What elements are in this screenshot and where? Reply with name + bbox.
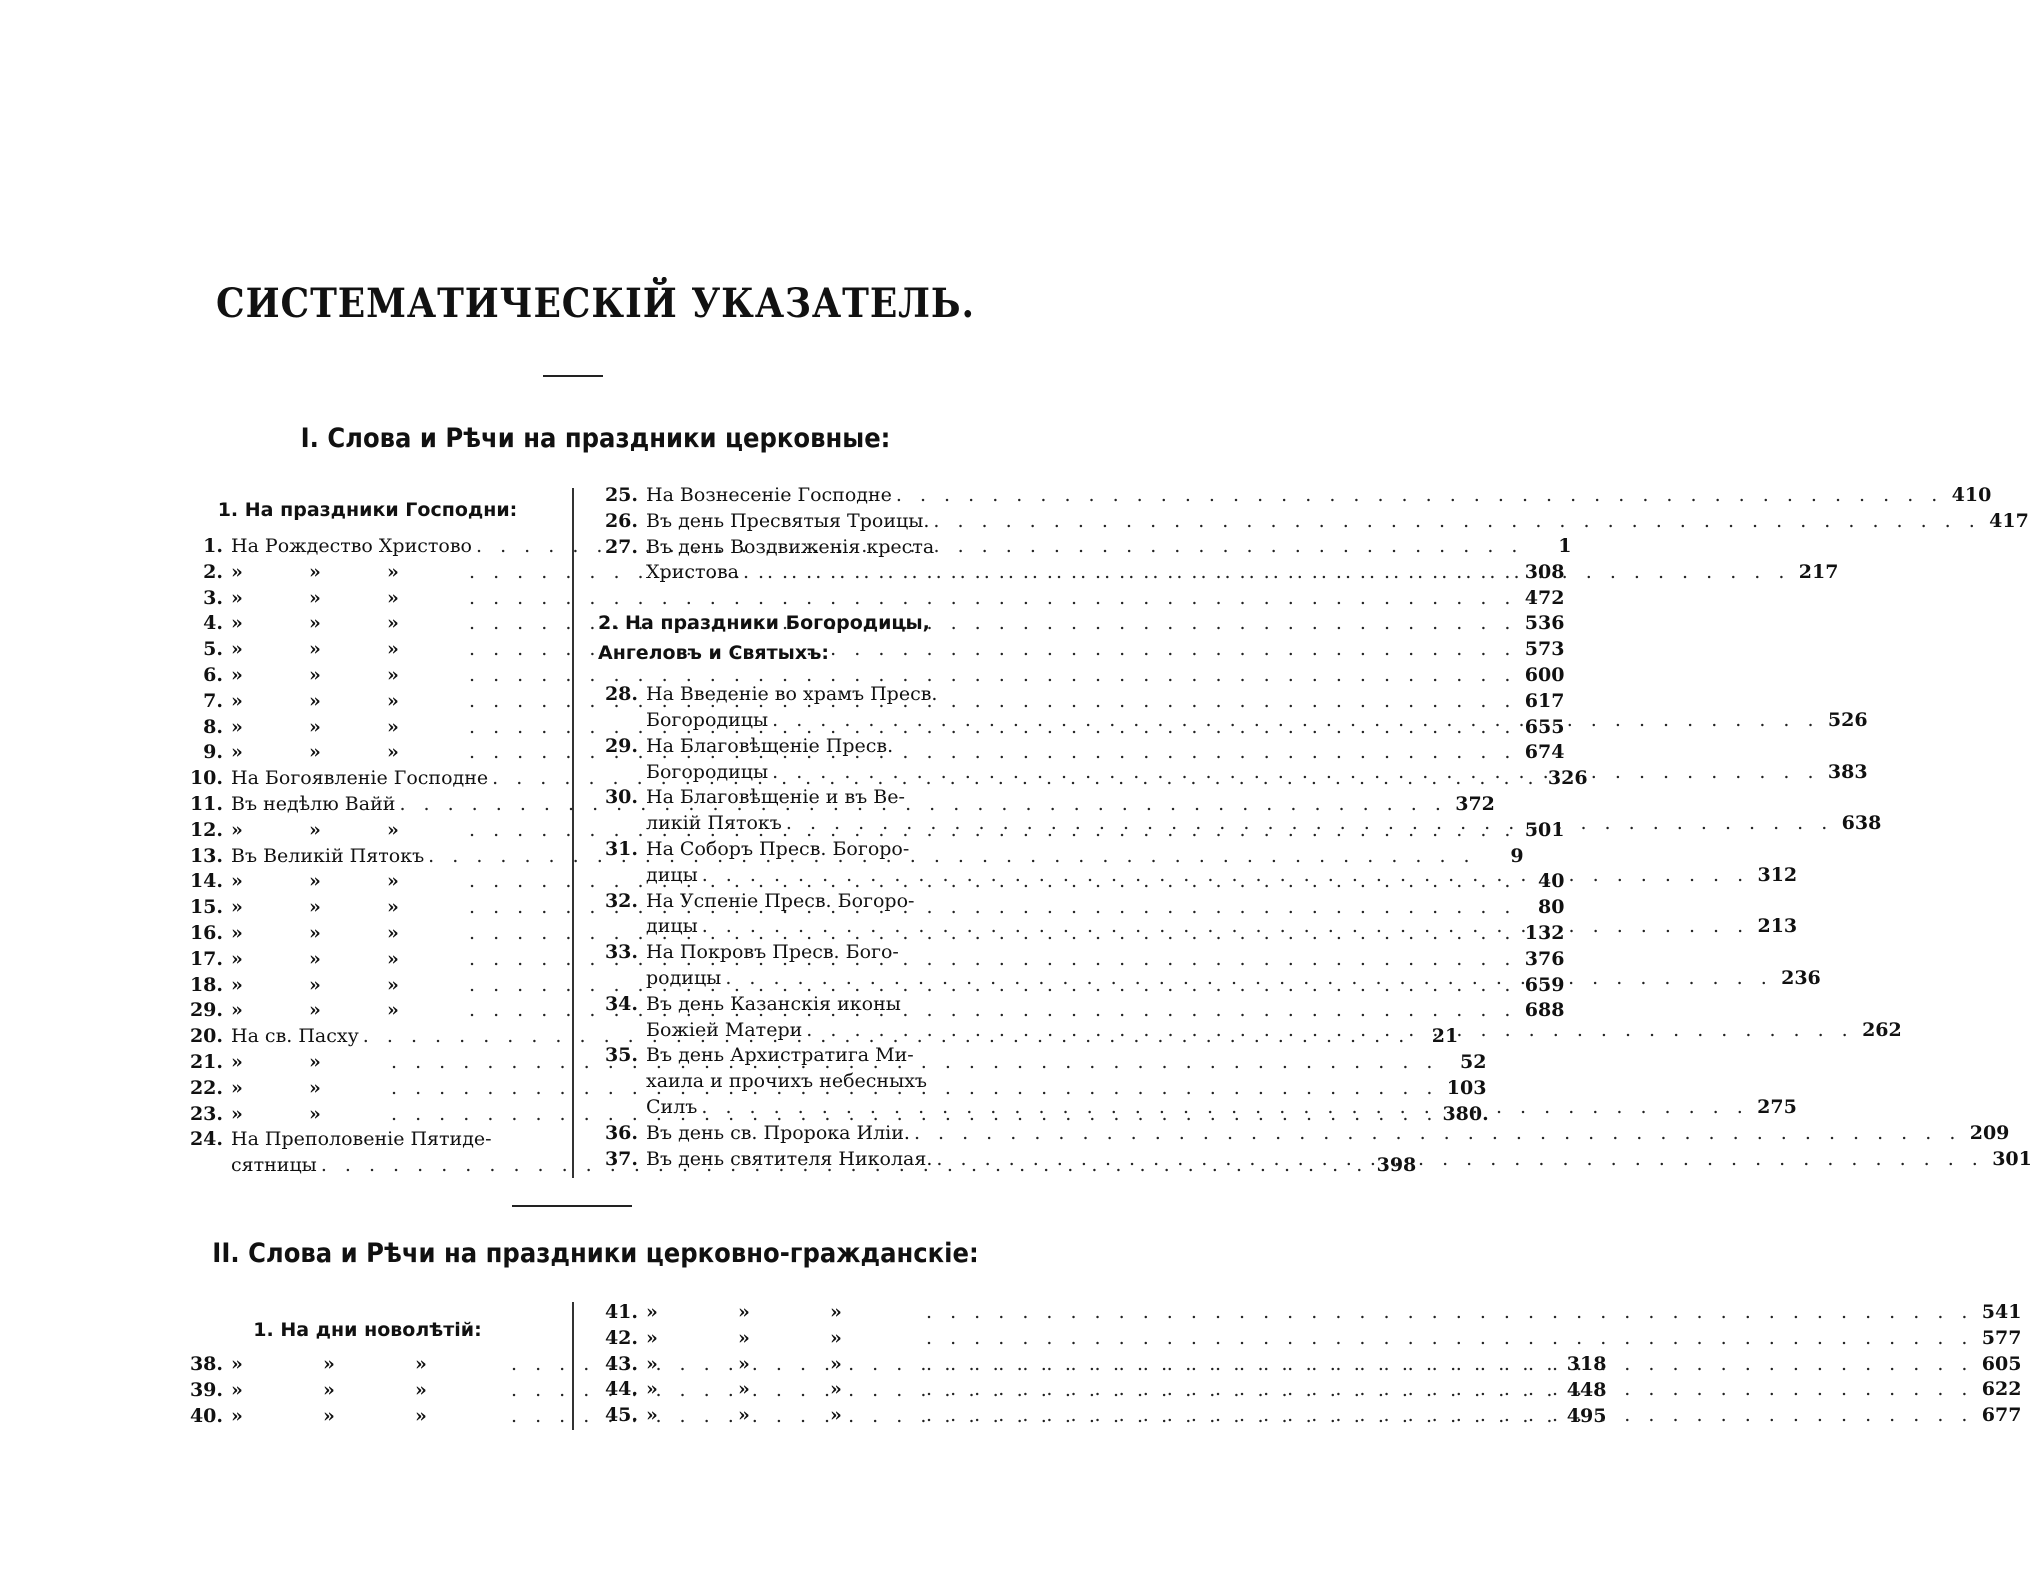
page-number: 659 [1524,973,1565,996]
leader-dots [698,863,1753,889]
entry-number: 35. [604,1044,638,1067]
ditto-mark: » [309,870,321,893]
ditto-mark: » [309,999,321,1022]
entry-number: 7. [203,689,223,712]
ditto-mark: » [646,1352,658,1375]
ditto-mark: » [415,1404,427,1427]
ditto-mark: » [231,896,243,919]
entry-title: дицы [646,915,698,938]
entry-number: 26. [604,509,638,532]
ditto-mark: » [387,612,399,635]
ditto-mark: » [387,921,399,944]
entry-title: Въ день св. Пророка Иліи. [646,1121,910,1144]
entry-number: 3. [203,586,223,609]
entry-number: 11. [189,792,223,815]
ditto-mark: » [231,1378,243,1401]
page-number: 1 [1558,535,1572,557]
page-number: 380. [1442,1102,1489,1125]
ditto-mark: » [738,1378,750,1401]
entry-number: 38. [189,1353,223,1375]
leader-dots [922,1326,1977,1352]
ditto-mark: » [231,973,243,996]
ditto-mark: » [309,663,321,686]
entry-number: 28. [604,683,638,706]
ditto-mark: » [309,689,321,712]
page-number: 536 [1524,612,1565,635]
page-number: 301 [1992,1147,2032,1170]
page-number: 80 [1538,896,1565,919]
title-divider [543,375,603,377]
entry-title: Въ день Архистратига Ми- [646,1044,914,1067]
ditto-mark: » [309,973,321,996]
entry-title: На св. Пасху [231,1025,359,1048]
entry-title: сятницы [231,1154,317,1177]
entry-number: 37. [604,1147,638,1170]
ditto-mark: » [387,715,399,738]
page-number: 9 [1510,844,1524,867]
index-entry [175,663,1565,689]
ditto-mark: » [231,741,243,764]
page-number: 600 [1524,663,1565,686]
ditto-mark: » [830,1404,842,1427]
ditto-mark: » [231,818,243,841]
page-number: 655 [1524,715,1565,738]
page-number: 577 [1981,1326,2022,1349]
ditto-mark: » [309,947,321,970]
page-number: 308 [1524,560,1565,583]
subsection-heading: 1. На дни новолѣтій: [253,1319,482,1341]
page-number: 209 [1969,1121,2010,1144]
entry-number: 13. [189,844,223,867]
ditto-mark: » [415,1378,427,1401]
page-number: 275 [1757,1095,1797,1118]
ditto-mark: » [309,921,321,944]
entry-number: 16. [189,921,223,944]
ditto-mark: » [309,741,321,764]
page-number: 40 [1538,870,1565,893]
ditto-mark: » [231,999,243,1022]
ditto-mark: » [738,1326,750,1349]
leader-dots [922,1377,1977,1403]
entry-number: 23. [189,1102,223,1125]
page-number: 312 [1757,863,1798,886]
section-1-heading: I. Слова и Рѣчи на праздники церковные: [300,423,891,454]
ditto-mark: » [231,1102,243,1125]
index-entry [175,637,1565,663]
ditto-mark: » [738,1404,750,1427]
page-number: 541 [1981,1301,2022,1323]
page-number: 376 [1524,947,1565,970]
entry-number: 9. [203,741,223,764]
entry-number: 27. [604,535,638,558]
ditto-mark: » [830,1352,842,1375]
ditto-mark: » [231,689,243,712]
ditto-mark: » [387,973,399,996]
entry-number: 1. [203,535,223,557]
ditto-mark: » [830,1378,842,1401]
index-entry [175,1378,1607,1404]
entry-number: 20. [189,1025,223,1048]
ditto-mark: » [231,1050,243,1073]
index-entry [175,611,1565,637]
entry-number: 30. [604,786,638,809]
ditto-mark: » [309,1102,321,1125]
ditto-mark: » [387,896,399,919]
ditto-mark: » [231,612,243,635]
entry-number: 21. [189,1050,223,1073]
ditto-mark: » [309,612,321,635]
entry-title: На Соборъ Пресв. Богоро- [646,837,910,860]
ditto-mark: » [387,870,399,893]
page-number: 472 [1524,586,1565,609]
entry-number: 24. [189,1128,223,1151]
ditto-mark: » [309,896,321,919]
entry-number: 45. [604,1404,638,1427]
page-number: 526 [1827,708,1868,731]
entry-title: На Богоявленіе Господне [231,767,489,790]
ditto-mark: » [387,663,399,686]
page-number: 622 [1981,1378,2022,1401]
entry-number: 34. [604,992,638,1015]
ditto-mark: » [231,921,243,944]
index-entry [590,1300,2022,1326]
ditto-mark: » [309,1076,321,1099]
leader-dots [698,914,1753,940]
section-2-heading: II. Слова и Рѣчи на праздники церковно-гражданскіе: [212,1238,979,1269]
entry-title: Въ день Пресвятыя Троицы. [646,509,930,532]
entry-number: 10. [189,767,223,790]
page-number: 262 [1862,1018,1902,1041]
entry-number: 42. [604,1326,638,1349]
leader-dots [929,509,1984,535]
entry-title: Силъ [646,1095,698,1118]
entry-title: родицы [646,966,722,989]
ditto-mark: » [830,1301,842,1323]
leader-dots [922,1300,1977,1326]
index-entry [590,1326,2022,1352]
page-number: 617 [1524,689,1565,712]
entry-number: 5. [203,638,223,661]
page-number: 495 [1566,1404,1607,1427]
entry-number: 44. [604,1378,638,1401]
ditto-mark: » [231,715,243,738]
page-number: 398 [1376,1154,1417,1177]
subsection-heading: 2. На праздники Богородицы, Ангеловъ и Святыхъ: [598,612,930,665]
page-number: 688 [1524,999,1565,1022]
entry-title: На Покровъ Пресв. Бого- [646,941,899,964]
page-number: 638 [1841,812,1882,835]
entry-number: 33. [604,941,638,964]
ditto-mark: » [387,560,399,583]
entry-title: На Введеніе во храмъ Пресв. [646,683,938,706]
entry-number: 29. [604,734,638,757]
entry-title: Христова [646,561,739,584]
ditto-mark: » [231,1353,243,1375]
entry-title: хаила и прочихъ небесныхъ [646,1070,928,1093]
entry-number: 2. [203,560,223,583]
entry-number: 29. [189,999,223,1022]
entry-number: 6. [203,663,223,686]
entry-title: Божіей Матери [646,1018,803,1041]
entry-title: дицы [646,863,698,886]
ditto-mark: » [646,1378,658,1401]
page-number: 605 [1981,1352,2022,1375]
ditto-mark: » [738,1301,750,1323]
entry-title: На Преполовеніе Пятиде- [231,1128,492,1151]
ditto-mark: » [231,638,243,661]
ditto-mark: » [231,1404,243,1427]
ditto-mark: » [309,818,321,841]
index-entry [590,1121,2010,1147]
leader-dots [932,1147,1987,1173]
entry-number: 14. [189,870,223,893]
subsection-heading: 1. На праздники Господни: [217,499,518,521]
ditto-mark: » [309,560,321,583]
entry-title: ликій Пятокъ [646,812,782,835]
ditto-mark: » [309,638,321,661]
ditto-mark: » [646,1404,658,1427]
ditto-mark: » [387,638,399,661]
page-number: 326 [1547,767,1588,790]
entry-title: Въ день Воздвиженія креста [646,535,935,558]
leader-dots [910,1121,1965,1147]
entry-title: На Успеніе Пресв. Богоро- [646,889,915,912]
ditto-mark: » [231,560,243,583]
ditto-mark: » [387,689,399,712]
section-divider [512,1205,632,1207]
page-number: 217 [1798,561,1839,584]
page-number: 372 [1455,792,1495,815]
page-number: 213 [1757,915,1798,938]
page-number: 573 [1524,638,1565,661]
ditto-mark: » [646,1326,658,1349]
leader-dots [697,1095,1752,1121]
ditto-mark: » [231,947,243,970]
page-number: 674 [1524,741,1565,764]
ditto-mark: » [830,1326,842,1349]
page-number: 448 [1566,1378,1607,1401]
ditto-mark: » [323,1378,335,1401]
ditto-mark: » [309,715,321,738]
leader-dots [721,966,1776,992]
entry-number: 25. [604,484,638,506]
entry-number: 17. [189,947,223,970]
ditto-mark: » [387,818,399,841]
ditto-mark: » [323,1353,335,1375]
leader-dots [922,1352,1977,1378]
page-title: СИСТЕМАТИЧЕСКІЙ УКАЗАТЕЛЬ. [216,280,975,327]
entry-title: На Благовѣщеніе и въ Ве- [646,786,905,809]
entry-number: 41. [604,1301,638,1323]
index-entry [590,483,1992,509]
entry-number: 8. [203,715,223,738]
page-number: 236 [1781,966,1821,989]
ditto-mark: » [646,1301,658,1323]
entry-title: Въ Великій Пятокъ [231,844,425,867]
page-number: 417 [1989,509,2029,532]
page-number: 410 [1951,484,1992,506]
index-entry [590,509,2029,535]
leader-dots [922,1403,1977,1429]
ditto-mark: » [415,1353,427,1375]
ditto-mark: » [387,586,399,609]
leader-dots [768,708,1823,734]
ditto-mark: » [309,1050,321,1073]
ditto-mark: » [231,870,243,893]
index-entry [175,586,1565,612]
leader-dots [892,483,1947,509]
page-number: 318 [1566,1353,1607,1375]
page-number: 52 [1460,1050,1487,1073]
entry-title: На Благовѣщеніе Пресв. [646,734,894,757]
entry-title: Въ день святителя Николая. [646,1147,933,1170]
entry-number: 39. [189,1378,223,1401]
entry-number: 31. [604,837,638,860]
ditto-mark: » [231,663,243,686]
ditto-mark: » [387,947,399,970]
entry-title: Въ день Казанскія иконы [646,992,901,1015]
entry-number: 15. [189,896,223,919]
ditto-mark: » [387,999,399,1022]
leader-dots [782,811,1837,837]
entry-title: На Вознесеніе Господне [646,484,892,506]
page-number: 501 [1524,818,1565,841]
entry-title: Въ недѣлю Вайй [231,792,396,815]
page-number: 677 [1981,1404,2022,1427]
page-number: 132 [1524,921,1565,944]
page-number: 383 [1827,760,1868,783]
entry-number: 36. [604,1121,638,1144]
ditto-mark: » [231,1076,243,1099]
ditto-mark: » [387,741,399,764]
leader-dots [802,1018,1857,1044]
entry-title: Богородицы [646,708,769,731]
leader-dots [739,560,1794,586]
entry-number: 12. [189,818,223,841]
entry-number: 22. [189,1076,223,1099]
page-number: 103 [1446,1076,1487,1099]
ditto-mark: » [323,1404,335,1427]
entry-number: 43. [604,1352,638,1375]
leader-dots [768,760,1823,786]
entry-number: 40. [189,1404,223,1427]
ditto-mark: » [309,586,321,609]
ditto-mark: » [231,586,243,609]
entry-title: На Рождество Христово [231,535,472,557]
entry-number: 4. [203,612,223,635]
entry-title: Богородицы [646,760,769,783]
ditto-mark: » [738,1352,750,1375]
entry-number: 18. [189,973,223,996]
entry-number: 32. [604,889,638,912]
page-number: 21 [1431,1025,1459,1048]
